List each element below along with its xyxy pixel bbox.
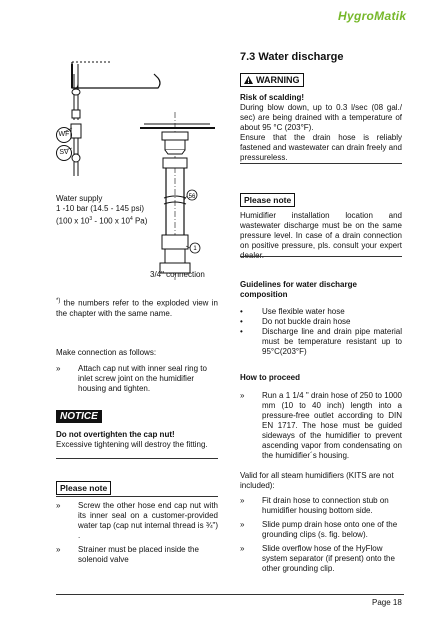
make-connection-intro: Make connection as follows: (56, 348, 157, 357)
divider (56, 458, 218, 459)
valid-text: Valid for all steam humidifiers (KITS are not included): (240, 471, 394, 490)
please-note-box-left: Please note (56, 481, 111, 495)
risk-title: Risk of scalding! (240, 93, 305, 102)
list-item: • Discharge line and drain pipe material must be temperature resistant up to 95°C(203°F) (240, 327, 402, 356)
risk-text: During blow down, up to 0.3 l/sec (08 gal./ sec) are being drained with a temperature of about 95 °C (203°F). (240, 103, 402, 132)
notice-badge: NOTICE (56, 410, 102, 423)
guidelines-list (240, 307, 402, 357)
list-item: » Run a 1 1/4 " drain hose of 250 to 1000 mm (10 to 40 inch) length into a pressure-free outlet according to DIN EN 1717. The hose must be guided sideways of the humidifier to prevent ascending vapor from condensating on the humidifier´s housing. (240, 391, 402, 460)
sv-label: SV (56, 145, 72, 161)
please-note-box-right: Please note (240, 193, 295, 207)
notice-text: Excessive tightening will destroy the fitting. (56, 440, 208, 449)
footnote: *) the numbers refer to the exploded view in the chapter with the same name. (56, 298, 218, 318)
callout-1: 1 (193, 246, 197, 252)
final-steps (240, 496, 402, 574)
notice-title: Do not overtighten the cap nut! (56, 430, 175, 439)
list-item: • Do not buckle drain hose (240, 317, 351, 326)
water-supply-label: Water supply 1 -10 bar (14.5 - 145 psi) (100 x $10^3 - 100$ x $10^4$ Pa) (56, 194, 148, 226)
footer-rule (56, 594, 404, 595)
note-steps-left (56, 501, 218, 565)
guidelines-title: Guidelines for water discharge composition (240, 280, 357, 299)
connection-steps (56, 364, 218, 394)
list-item: » Slide overflow hose of the HyFlow system separator (if present) onto the other grounding clip. (240, 544, 395, 573)
list-item: » Slide pump drain hose onto one of the grounding clips (s. fig. below). (240, 520, 398, 539)
warning-box: WARNING (240, 73, 304, 87)
list-item: • Use flexible water hose (240, 307, 345, 316)
divider (56, 496, 218, 497)
water-supply-diagram (50, 50, 230, 280)
connection-label: 3/4" connection (150, 270, 205, 279)
callout-56: 56 (188, 194, 196, 200)
list-item: » Screw the other hose end cap nut with its inner seal on a customer-provided water tap (cap nut internal thread is ¾") . (56, 501, 218, 540)
how-to-proceed-steps (240, 391, 402, 461)
note-text-right: Humidifier installation location and wastewater discharge must be on the same pressure level. In case of a drain connection on positive pressure, pls. consult your expert (240, 211, 402, 250)
divider (240, 163, 402, 164)
brand-logo: HygroMatik (338, 9, 407, 23)
warning-triangle-icon (244, 76, 253, 84)
list-item: » Strainer must be placed inside the solenoid valve (56, 545, 199, 564)
list-item: » Attach cap nut with inner seal ring to inlet screw joint on the humidifier housing and tighten. (56, 364, 207, 393)
how-to-proceed-title: How to proceed (240, 373, 301, 382)
divider (240, 256, 402, 257)
ensure-text: Ensure that the drain hose is reliably fastened and wastewater can drain freely and pressureless. (240, 133, 402, 162)
list-item: » Fit drain hose to connection stub on humidifier housing bottom side. (240, 496, 389, 515)
page-number: Page 18 (372, 598, 402, 607)
section-title: 7.3 Water discharge (240, 51, 344, 63)
wf-label: WF (56, 127, 72, 143)
